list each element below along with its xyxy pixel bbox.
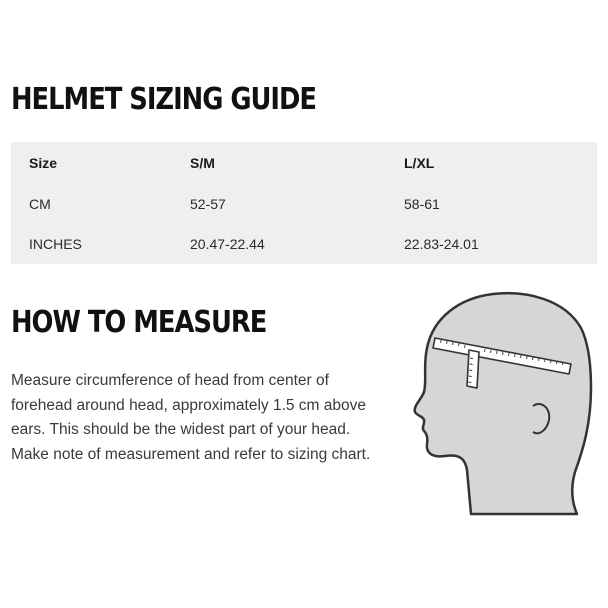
table-row-inches-label: INCHES xyxy=(29,236,82,252)
table-row-inches-sm: 20.47-22.44 xyxy=(190,236,265,252)
table-header-size: Size xyxy=(29,155,58,171)
table-header-lxl: L/XL xyxy=(404,155,435,171)
how-to-measure-title: HOW TO MEASURE xyxy=(11,305,267,340)
measure-instructions: Measure circumference of head from center of forehead around head, approximately 1.5 cm above ears. This should be the widest part of your head. Make note of measurement and refer to sizing chart. xyxy=(11,372,371,463)
sizing-table xyxy=(11,142,597,264)
table-header-sm: S/M xyxy=(190,155,215,171)
table-row-cm-sm: 52-57 xyxy=(190,196,226,212)
table-row-inches-lxl: 22.83-24.01 xyxy=(404,236,479,252)
table-row-cm-label: CM xyxy=(29,196,51,212)
table-row-cm-lxl: 58-61 xyxy=(404,196,440,212)
head-measuring-tape-illustration xyxy=(405,288,595,518)
sizing-guide-title: HELMET SIZING GUIDE xyxy=(11,82,316,117)
head-profile-icon xyxy=(415,293,591,514)
